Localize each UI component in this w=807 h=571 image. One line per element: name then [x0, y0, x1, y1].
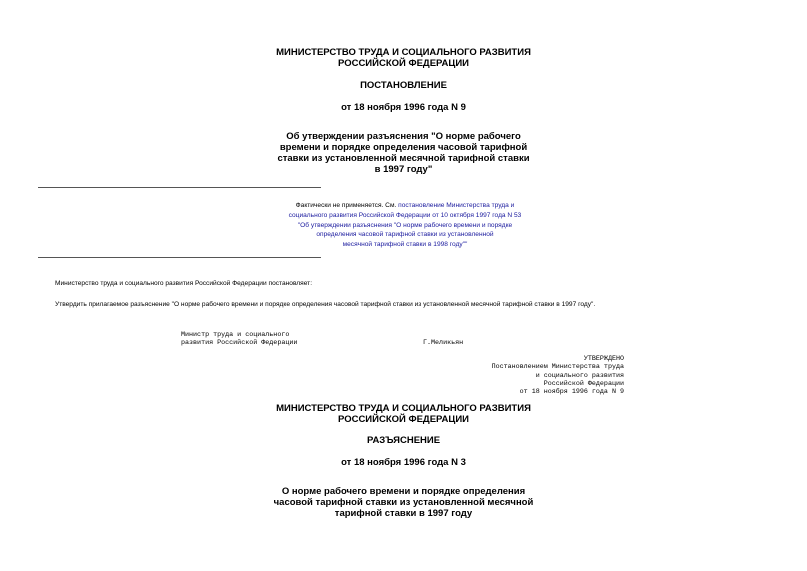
document-title-line: времени и порядке определения часовой тарифной — [279, 142, 528, 153]
appendix-title — [0, 486, 807, 519]
approved-line: Российской Федерации — [543, 379, 624, 388]
appendix-title-line: О норме рабочего времени и порядке определения — [281, 486, 526, 497]
approved-block — [492, 355, 624, 396]
signature-name: Г.Меликьян — [423, 339, 464, 347]
document-title — [0, 131, 807, 175]
document-date-number: от 18 ноября 1996 года N 9 — [341, 102, 466, 113]
document-type: ПОСТАНОВЛЕНИЕ — [360, 80, 447, 91]
document-title-line: в 1997 году" — [374, 164, 433, 175]
appendix-document-type: РАЗЪЯСНЕНИЕ — [366, 435, 441, 446]
body-resolution: Утвердить прилагаемое разъяснение "О норме рабочего времени и порядке определения часовой тарифной ставки из установленной месячной тарифной ставки в 1997 году". — [55, 301, 596, 308]
signature-position-line1: Министр труда и социального — [181, 331, 290, 339]
approved-line: УТВЕРЖДЕНО — [583, 355, 624, 363]
status-note-prefix: Фактически не применяется. См. — [295, 202, 399, 209]
approved-line: от 18 ноября 1996 года N 9 — [519, 388, 624, 397]
appendix-title-line: тарифной ставки в 1997 году — [334, 508, 473, 519]
approved-line: и социального развития — [535, 371, 624, 380]
ministry-name-line2: РОССИЙСКОЙ ФЕДЕРАЦИИ — [337, 58, 469, 69]
document-title-line: Об утверждении разъяснения "О норме рабочего — [286, 131, 521, 142]
body-intro: Министерство труда и социального развития Российской Федерации постановляет: — [55, 280, 313, 287]
approved-line: Постановлением Министерства труда — [491, 363, 624, 372]
document-title-line: ставки из установленной месячной тарифной ставки — [277, 153, 530, 164]
status-note — [270, 201, 540, 250]
appendix-ministry-line2: РОССИЙСКОЙ ФЕДЕРАЦИИ — [337, 414, 469, 425]
signature-position-line2: развития Российской Федерации — [181, 339, 298, 347]
divider-bottom — [38, 257, 321, 258]
status-note-link[interactable]: постановление Министерства труда и социального развития Российской Федерации от 10 октября 1997 года N 53 "Об утверждении разъяснения "О норме рабочего времени и порядке определения часовой тарифной ставки из установленной месячной тарифной ставки в 1998 году"" — [288, 202, 522, 249]
appendix-date-number: от 18 ноября 1996 года N 3 — [341, 457, 466, 468]
appendix-title-line: часовой тарифной ставки из установленной месячной — [273, 497, 534, 508]
ministry-name-line1: МИНИСТЕРСТВО ТРУДА И СОЦИАЛЬНОГО РАЗВИТИЯ — [276, 47, 531, 58]
divider-top — [38, 187, 321, 188]
appendix-ministry-line1: МИНИСТЕРСТВО ТРУДА И СОЦИАЛЬНОГО РАЗВИТИЯ — [276, 403, 531, 414]
